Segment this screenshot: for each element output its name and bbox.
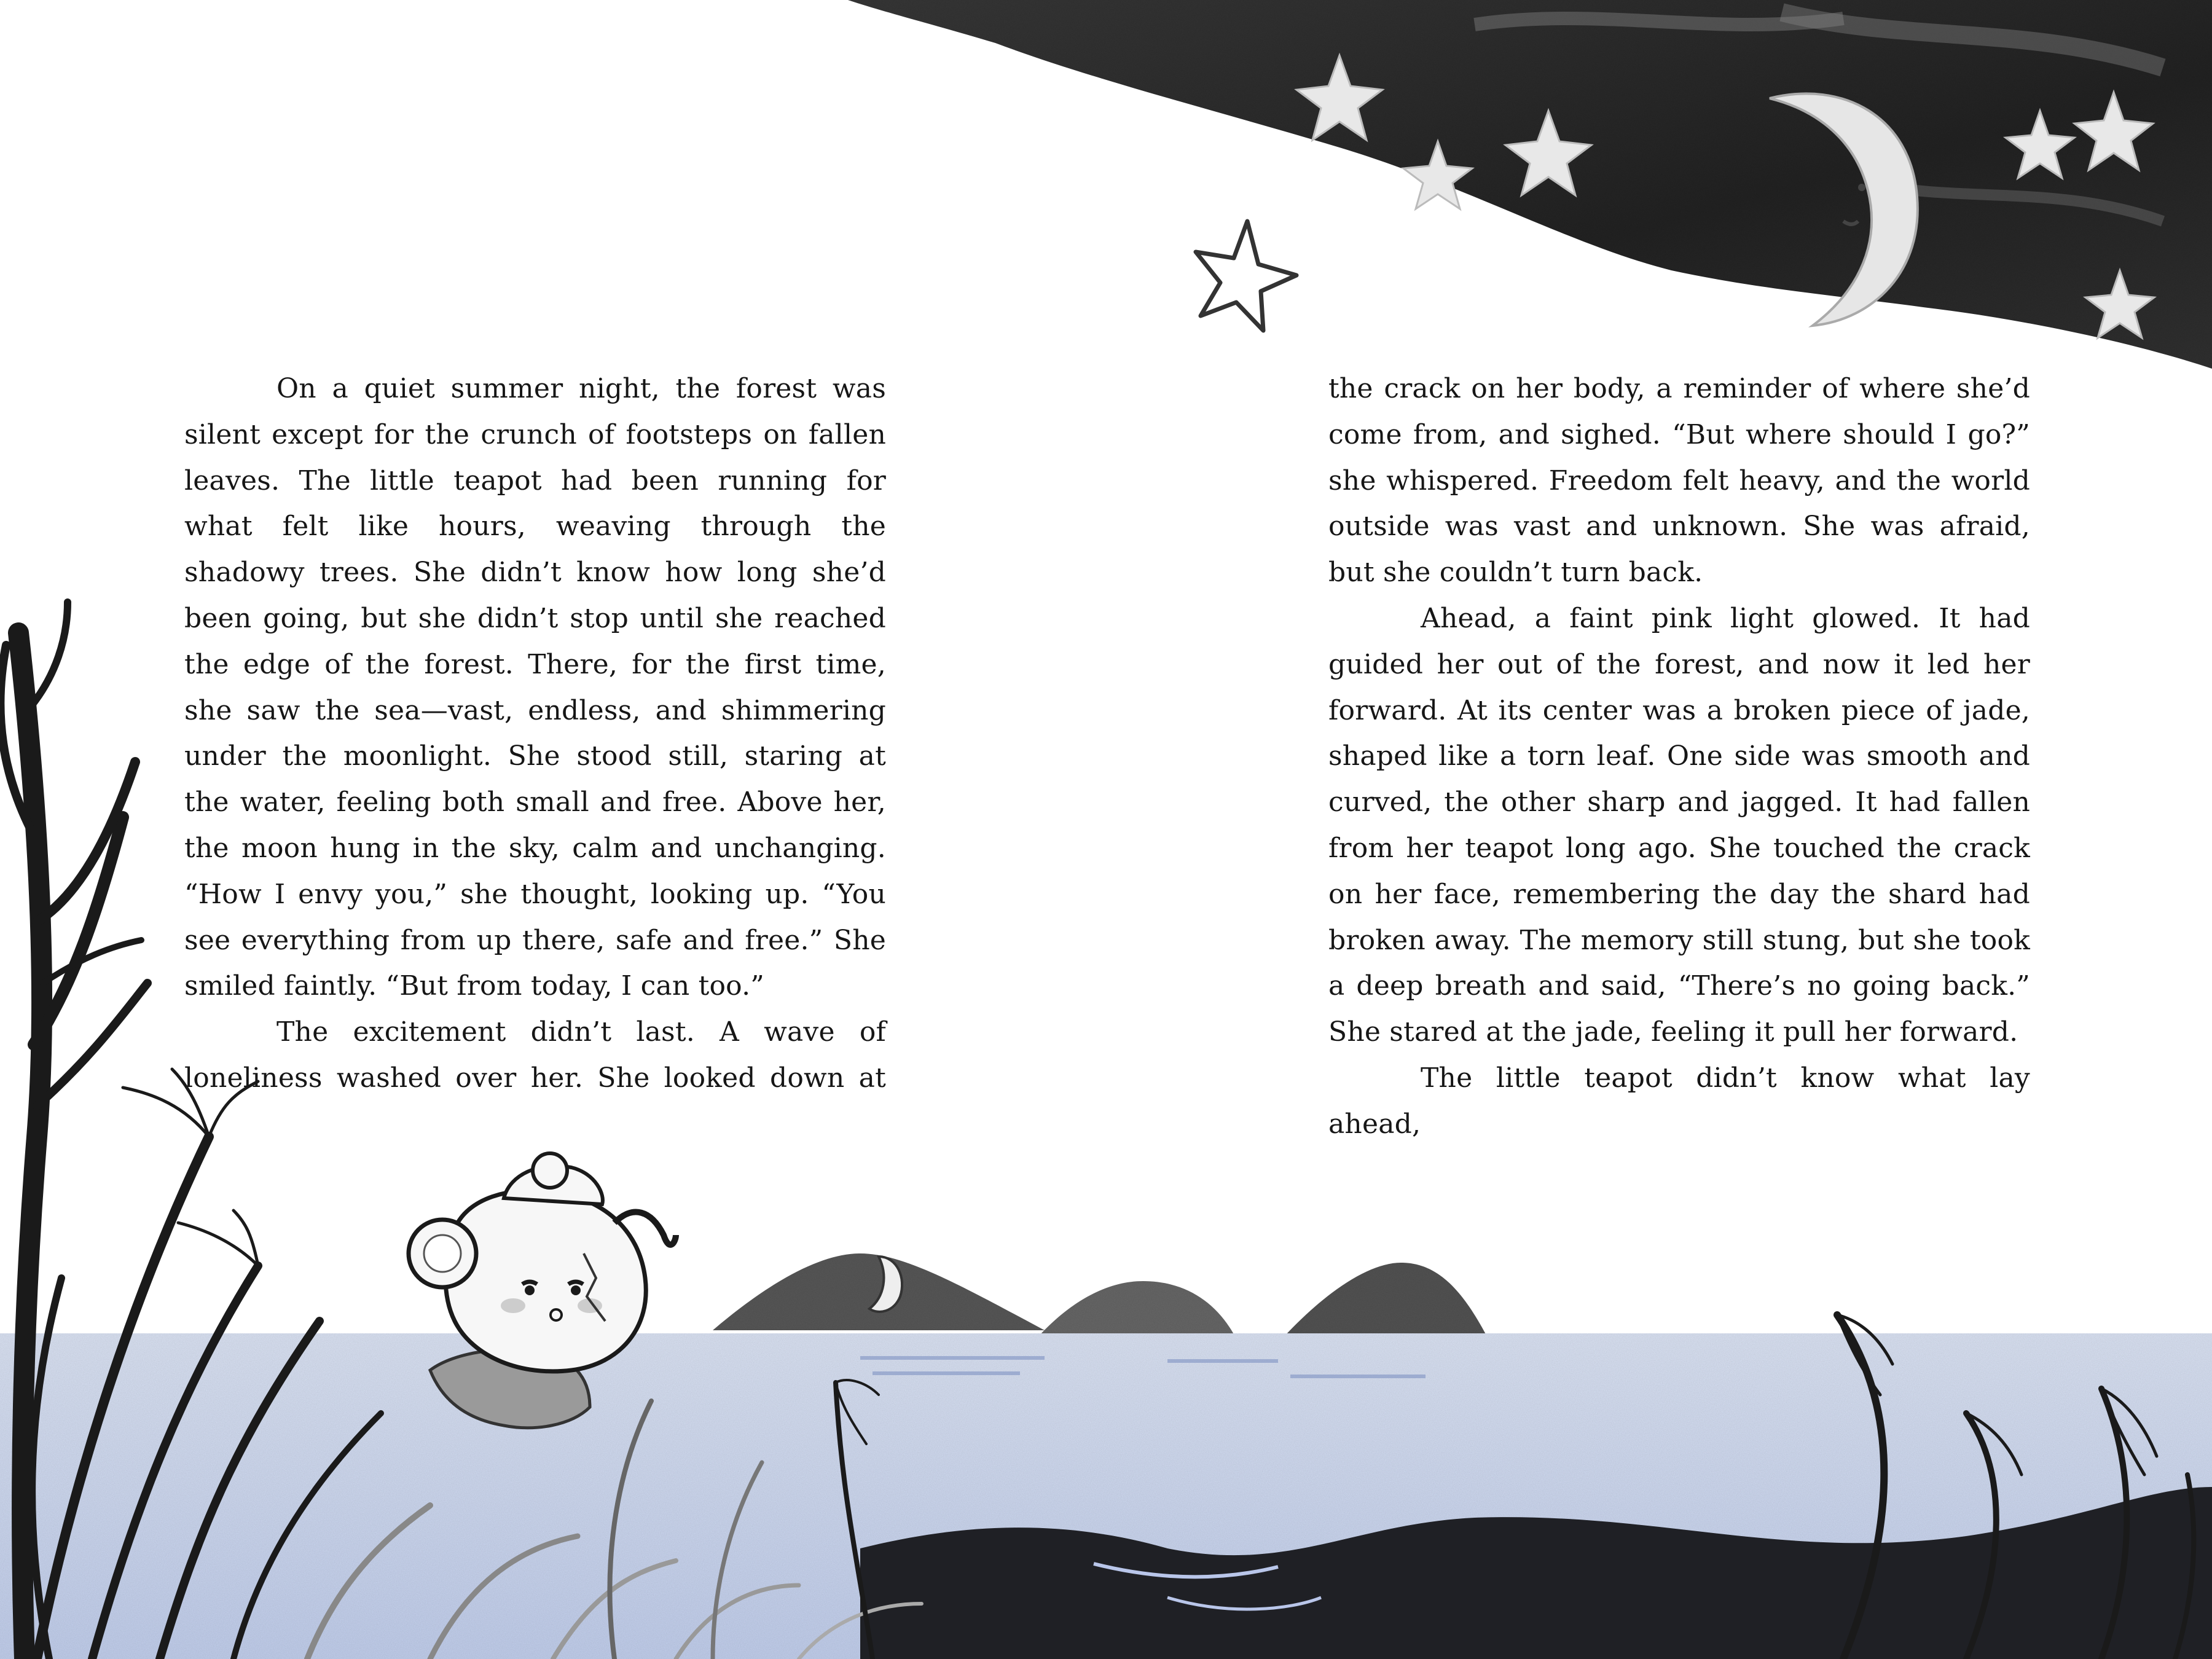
paragraph: Ahead, a faint pink light glowed. It had guided her out of the forest, and now it led her forward. At its center was a broken piece of jade, shaped like a torn leaf. One side was smooth and curved, the other sharp and jagged. It had fallen from her teapot long ago. She touched the crack on her face, remembering the day the shard had broken away. The memory still stung, but she took a deep breath and said, “There’s no going back.” She stared at the jade, feeling it pull her forward. xyxy=(1328,602,2030,1048)
paragraph: the crack on her body, a reminder of where she’d come from, and sighed. “But where should I go?” she whispered. Freedom felt heavy, and the world outside was vast and unknown. She was afraid, but she couldn’t turn back. xyxy=(1328,373,2030,589)
paragraph: The excitement didn’t last. A wave of loneliness washed over her. She looked down at xyxy=(184,1016,886,1094)
left-page-text xyxy=(184,366,886,1102)
star-icon xyxy=(1196,221,1296,331)
paragraph: The little teapot didn’t know what lay ahead, xyxy=(1328,1062,2030,1140)
paragraph: On a quiet summer night, the forest was silent except for the crunch of footsteps on fallen leaves. The little teapot had been running for what felt like hours, weaving through the shadowy trees. She didn’t know how long she’d been going, but she didn’t stop until she reached the edge of the forest. There, for the first time, she saw the sea—vast, endless, and shimmering under the moonlight. She stood still, staring at the water, feeling both small and free. Above her, the moon hung in the sky, calm and unchanging. “How I envy you,” she thought, looking up. “You see everything from up there, safe and free.” She smiled faintly. “But from today, I can too.” xyxy=(184,373,886,1002)
right-page-text xyxy=(1328,366,2030,1148)
mountains xyxy=(713,1253,1487,1336)
